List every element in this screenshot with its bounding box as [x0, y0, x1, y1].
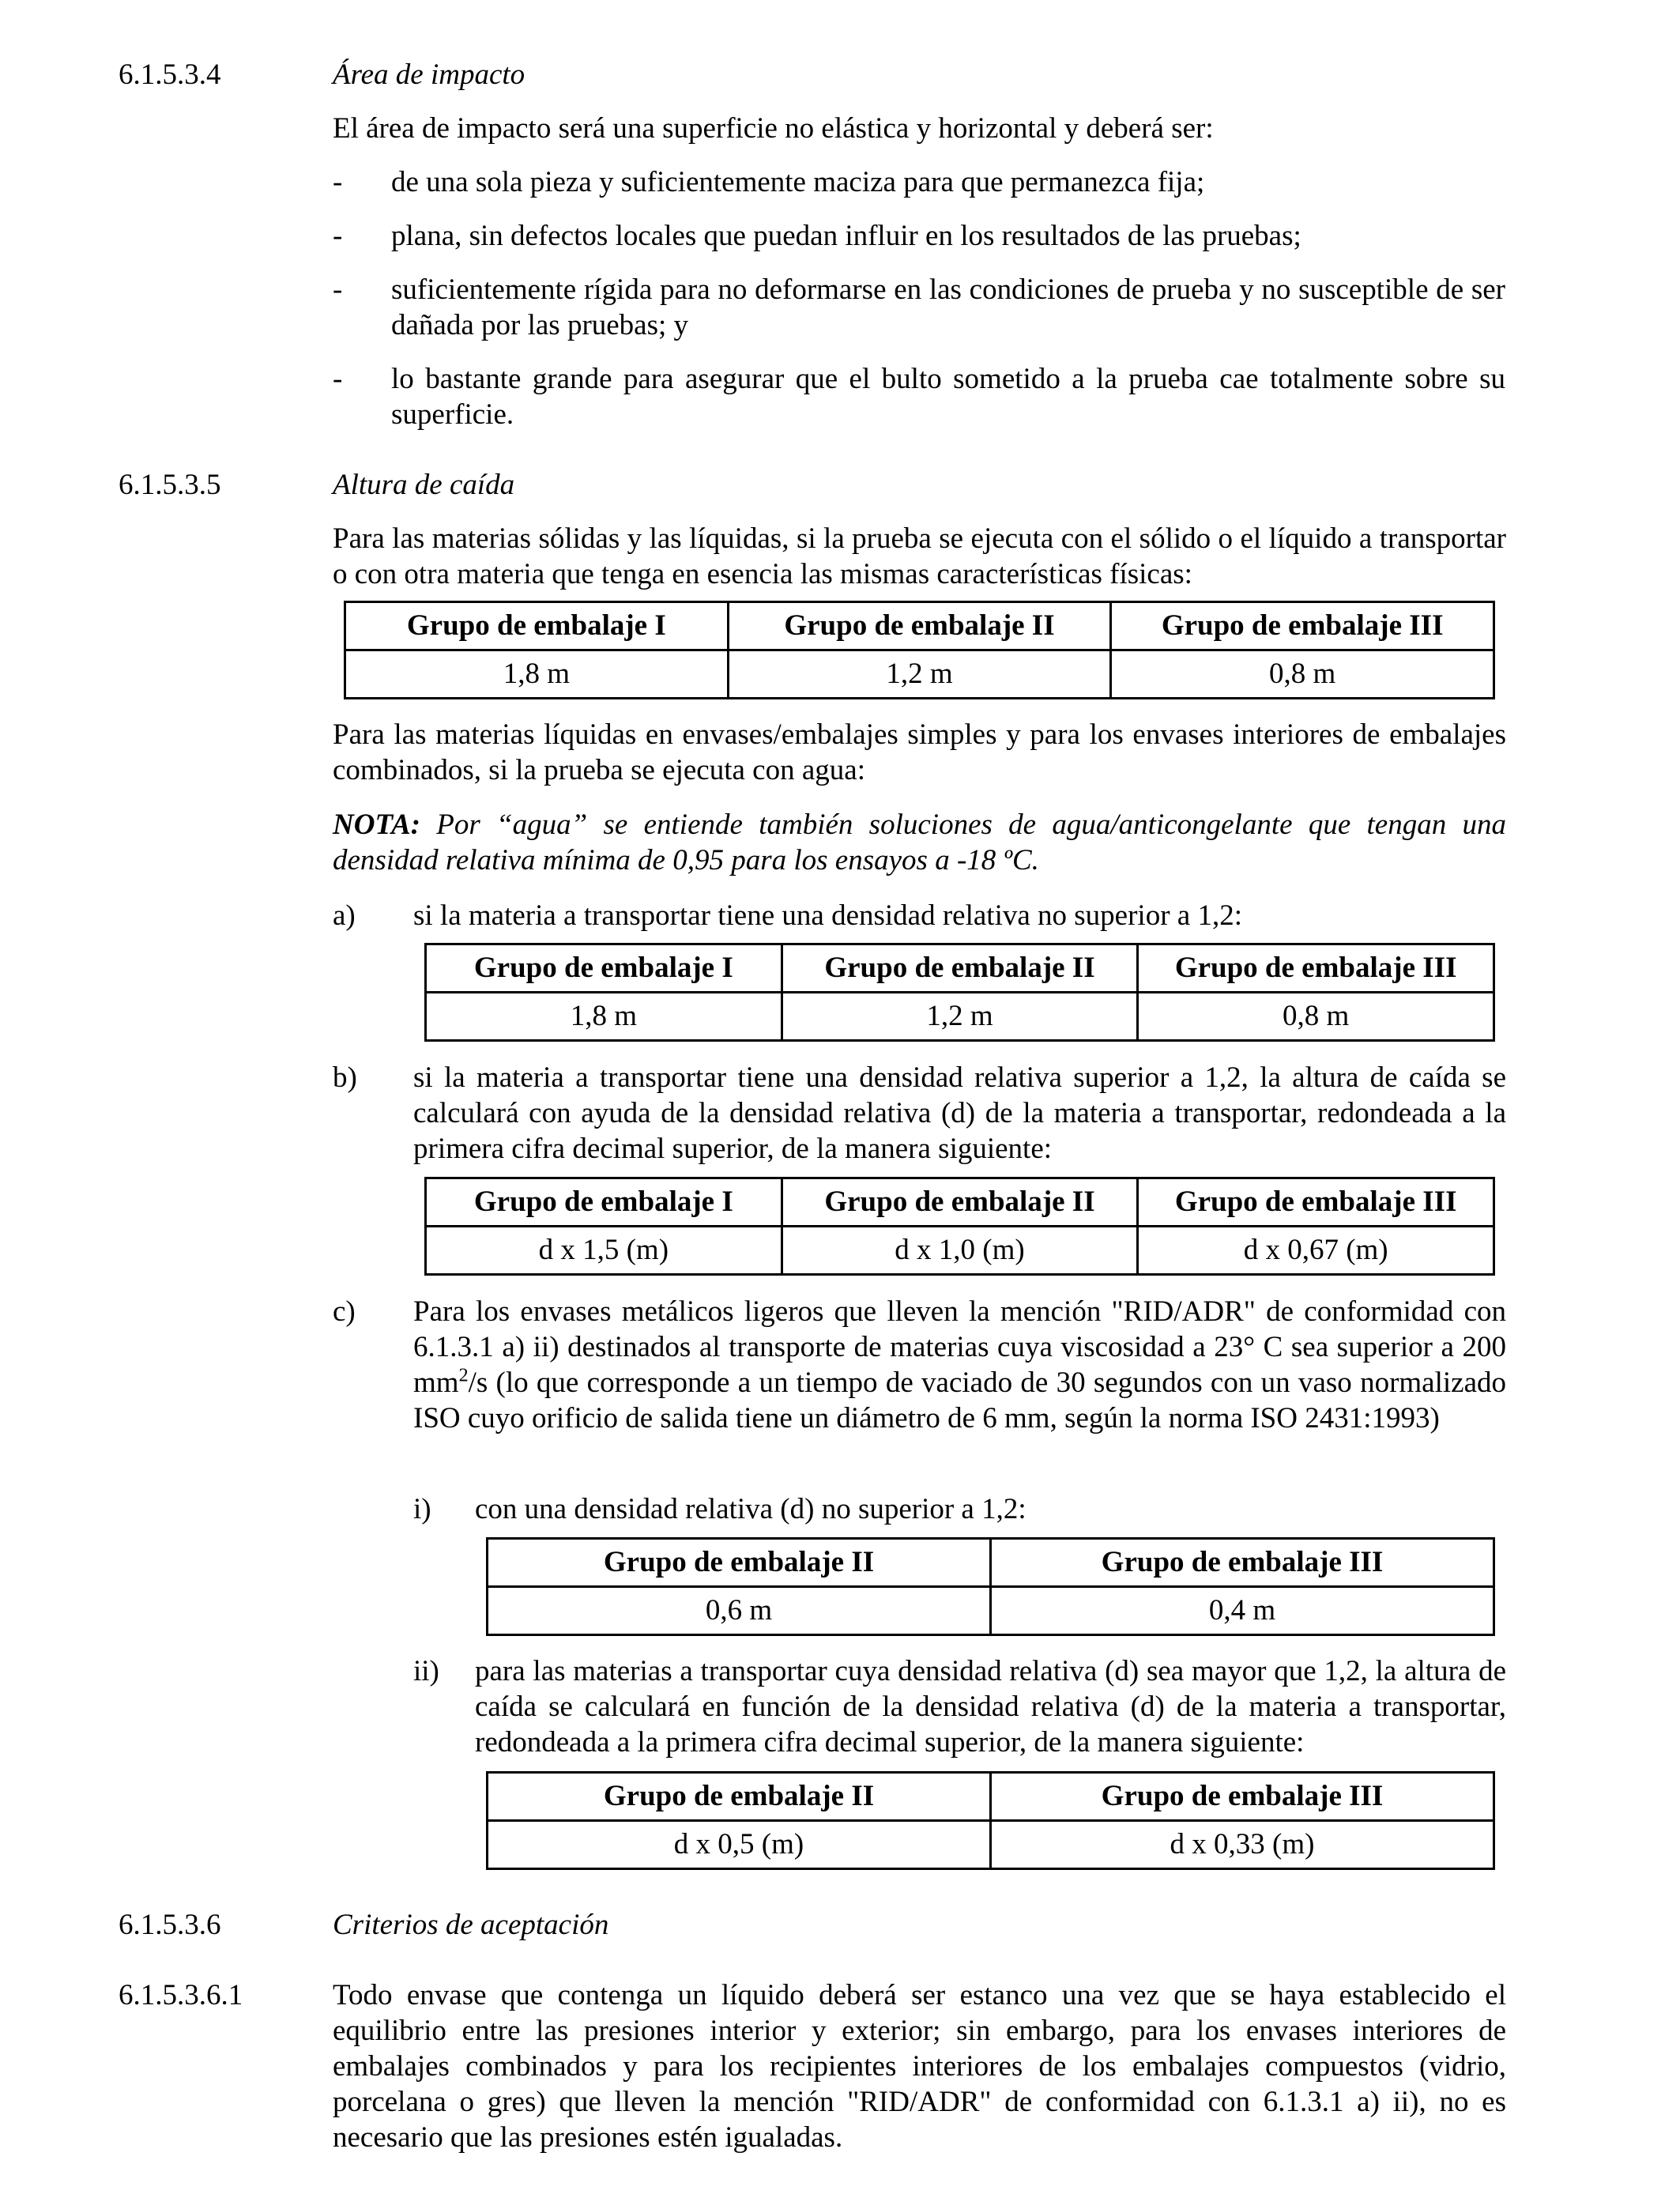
- paragraph: Para las materias líquidas en envases/embalajes simples y para los envases interiores de embalajes combinados, si la prueba se ejecuta con agua:: [333, 718, 1506, 786]
- list-item: plana, sin defectos locales que puedan influir en los resultados de las pruebas;: [391, 220, 1301, 252]
- table-header: Grupo de embalaje I: [345, 602, 729, 650]
- table-cell: d x 1,0 (m): [782, 1227, 1138, 1275]
- table-cell: 0,8 m: [1111, 650, 1494, 699]
- subitem-label: ii): [413, 1655, 439, 1687]
- table-header: Grupo de embalaje II: [782, 1178, 1138, 1227]
- paragraph: Todo envase que contenga un líquido deberá ser estanco una vez que se haya establecido el equilibrio entre las presiones interior y exterior; sin embargo, para los envases interiores de embalajes combinados y para los recipientes interiores de los embalajes compuestos (vidrio, porcelana o gres) que lleven la mención "RID/ADR" de conformidad con 6.1.3.1 a) ii), no es necesario que las presiones estén igualadas.: [333, 1979, 1506, 2154]
- note: [333, 807, 1506, 878]
- list-dash: -: [333, 166, 343, 198]
- item-text: si la materia a transportar tiene una densidad relativa no superior a 1,2:: [413, 899, 1242, 932]
- subitem-text: con una densidad relativa (d) no superior a 1,2:: [475, 1493, 1026, 1525]
- table-cell: 0,4 m: [991, 1587, 1494, 1635]
- table-header: Grupo de embalaje III: [991, 1539, 1494, 1587]
- table-header: Grupo de embalaje III: [1111, 602, 1494, 650]
- section-title: Criterios de aceptación: [333, 1909, 609, 1941]
- note-label: NOTA:: [333, 809, 420, 841]
- section-number: 6.1.5.3.5: [119, 469, 221, 501]
- table-cell: 1,2 m: [728, 650, 1111, 699]
- table-cell: 1,2 m: [782, 993, 1138, 1041]
- paragraph: Para las materias sólidas y las líquidas, si la prueba se ejecuta con el sólido o el líquido a transportar o con otra materia que tenga en esencia las mismas características físicas:: [333, 522, 1506, 590]
- list-item: suficientemente rígida para no deformarse en las condiciones de prueba y no susceptible de ser dañada por las pruebas; y: [391, 273, 1505, 341]
- list-dash: -: [333, 363, 343, 395]
- drop-height-table-a: [424, 943, 1495, 1042]
- paragraph: El área de impacto será una superficie no elástica y horizontal y deberá ser:: [333, 112, 1214, 145]
- table-cell: 0,6 m: [488, 1587, 991, 1635]
- list-item: lo bastante grande para asegurar que el bulto sometido a la prueba cae totalmente sobre su superficie.: [391, 363, 1505, 431]
- section-number: 6.1.5.3.4: [119, 58, 221, 91]
- item-letter: a): [333, 899, 356, 932]
- list-item: de una sola pieza y suficientemente maciza para que permanezca fija;: [391, 166, 1205, 198]
- drop-height-table-b: [424, 1177, 1495, 1276]
- drop-height-table-c-ii: [486, 1771, 1495, 1870]
- table-cell: d x 1,5 (m): [426, 1227, 782, 1275]
- list-dash: -: [333, 273, 343, 306]
- item-text: si la materia a transportar tiene una densidad relativa superior a 1,2, la altura de caída se calculará con ayuda de la densidad relativa (d) de la materia a transportar, redondeada a la primera cifra decimal superior, de la manera siguiente:: [413, 1061, 1506, 1165]
- subitem-text: para las materias a transportar cuya densidad relativa (d) sea mayor que 1,2, la altura de caída se calculará en función de la densidad relativa (d) de la materia a transportar, redondeada a la primera cifra decimal superior, de la manera siguiente:: [475, 1655, 1506, 1759]
- drop-height-table: [344, 601, 1495, 699]
- item-text-part: Para los envases metálicos ligeros que lleven la mención "RID/ADR" de conformidad con 6.1.3.1 a) ii) destinados al transporte de materias cuya viscosidad a 23° C sea superior a 200 mm: [413, 1295, 1506, 1399]
- table-header: Grupo de embalaje II: [728, 602, 1111, 650]
- table-header: Grupo de embalaje III: [1138, 1178, 1494, 1227]
- table-header: Grupo de embalaje I: [426, 1178, 782, 1227]
- table-cell: 0,8 m: [1138, 993, 1494, 1041]
- section-title: Área de impacto: [333, 58, 525, 91]
- list-dash: -: [333, 220, 343, 252]
- table-header: Grupo de embalaje III: [1138, 944, 1494, 993]
- item-letter: c): [333, 1295, 356, 1328]
- table-header: Grupo de embalaje III: [991, 1773, 1494, 1821]
- section-title: Altura de caída: [333, 469, 515, 501]
- drop-height-table-c-i: [486, 1537, 1495, 1636]
- subitem-label: i): [413, 1493, 431, 1525]
- section-number: 6.1.5.3.6.1: [119, 1979, 243, 2011]
- table-cell: 1,8 m: [426, 993, 782, 1041]
- item-text: [413, 1294, 1506, 1436]
- table-cell: d x 0,33 (m): [991, 1821, 1494, 1869]
- table-cell: d x 0,5 (m): [488, 1821, 991, 1869]
- superscript: 2: [458, 1365, 469, 1386]
- table-header: Grupo de embalaje II: [488, 1773, 991, 1821]
- section-number: 6.1.5.3.6: [119, 1909, 221, 1941]
- table-header: Grupo de embalaje I: [426, 944, 782, 993]
- note-text: Por “agua” se entiende también soluciones de agua/anticongelante que tengan una densidad relativa mínima de 0,95 para los ensayos a -18 ºC.: [333, 809, 1506, 876]
- item-letter: b): [333, 1061, 357, 1094]
- table-header: Grupo de embalaje II: [782, 944, 1138, 993]
- item-text-part: /s (lo que corresponde a un tiempo de vaciado de 30 segundos con un vaso normalizado ISO cuyo orificio de salida tiene un diámetro de 6 mm, según la norma ISO 2431:1993): [413, 1367, 1506, 1434]
- table-header: Grupo de embalaje II: [488, 1539, 991, 1587]
- table-cell: 1,8 m: [345, 650, 729, 699]
- table-cell: d x 0,67 (m): [1138, 1227, 1494, 1275]
